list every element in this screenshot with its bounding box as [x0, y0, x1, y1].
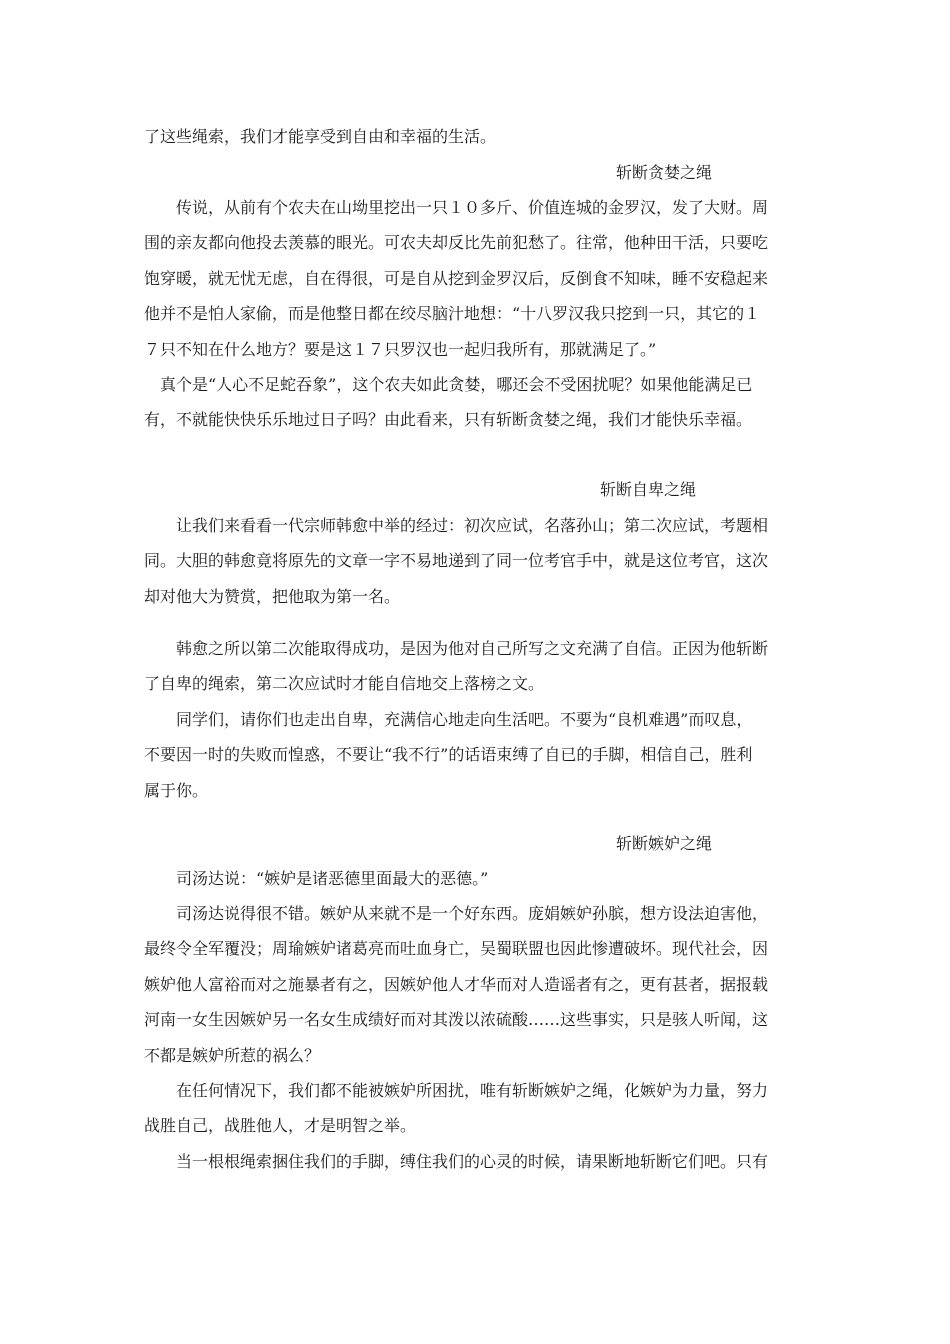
paragraph-line: 韩愈之所以第二次能取得成功，是因为他对自己所写之文充满了自信。正因为他斩断 [176, 639, 769, 658]
paragraph-line: 同。大胆的韩愈竟将原先的文章一字不易地递到了同一位考官手中，就是这位考官，这次 [144, 551, 769, 571]
paragraph-line: 有，不就能快快乐乐地过日子吗？由此看来，只有斩断贪婪之绳，我们才能快乐幸福。 [144, 410, 753, 430]
paragraph-line: 不要因一时的失败而惶惑，不要让“我不行”的话语束缚了自已的手脚，相信自己，胜利 [144, 745, 753, 765]
paragraph-line: 了这些绳索，我们才能享受到自由和幸福的生活。 [144, 127, 497, 146]
paragraph-line: 让我们来看看一代宗师韩愈中举的经过：初次应试，名落孙山；第二次应试，考题相 [176, 516, 769, 535]
paragraph-line: 当一根根绳索捆住我们的手脚，缚住我们的心灵的时候，请果断地斩断它们吧。只有 [176, 1152, 769, 1171]
paragraph-line: 最终令全军覆没；周瑜嫉妒诸葛亮而吐血身亡，吴蜀联盟也因此惨遭破坏。现代社会，因 [144, 939, 769, 959]
paragraph-greed-story [144, 190, 810, 367]
paragraph-line: 属于你。 [144, 780, 209, 800]
paragraph-line: 围的亲友都向他投去羡慕的眼光。可农夫却反比先前犯愁了。往常，他种田干活，只要吃 [144, 233, 769, 253]
paragraph-line: 却对他大为赞赏，把他取为第一名。 [144, 586, 401, 606]
paragraph-stendhal-quote [144, 861, 810, 896]
paragraph-jealousy-conclusion [144, 1073, 810, 1144]
paragraph-line: 真个是“人心不足蛇吞象”，这个农夫如此贪婪，哪还会不受困扰呢？如果他能满足已 [160, 375, 753, 394]
paragraph-line: 司汤达说：“嫉妒是诸恶德里面最大的恶德。” [176, 869, 489, 888]
paragraph-final [144, 1144, 810, 1179]
paragraph-line: 饱穿暖，就无忧无虑，自在得很，可是自从挖到金罗汉后，反倒食不知味，睡不安稳起来 [144, 268, 769, 288]
section-heading-greed: 斩断贪婪之绳 [616, 163, 713, 182]
paragraph-line: 不都是嫉妒所惹的祸么？ [144, 1045, 321, 1065]
paragraph-hanyu-story [144, 508, 810, 614]
paragraph-line: 嫉妒他人富裕而对之施暴者有之，因嫉妒他人才华而对人造谣者有之，更有甚者，据报载 [144, 974, 769, 994]
paragraph-encouragement [144, 702, 810, 808]
section-heading-inferiority: 斩断自卑之绳 [600, 480, 697, 499]
paragraph-line: 传说，从前有个农夫在山坳里挖出一只１０多斤、价值连城的金罗汉，发了大财。周 [176, 198, 769, 217]
paragraph-line: 司汤达说得很不错。嫉妒从来就不是一个好东西。庞娟嫉妒孙膑，想方设法迫害他， [176, 904, 769, 923]
paragraph-line: 在任何情况下，我们都不能被嫉妒所困扰，唯有斩断嫉妒之绳，化嫉妒为力量，努力 [176, 1081, 769, 1100]
paragraph-line: 战胜自己，战胜他人，才是明智之举。 [144, 1116, 417, 1136]
paragraph-jealousy-examples [144, 896, 810, 1073]
paragraph-line: 了自卑的绳索，第二次应试时才能自信地交上落榜之文。 [144, 674, 545, 694]
paragraph-line: 河南一女生因嫉妒另一名女生成绩好而对其泼以浓硫酸……这些事实，只是骇人听闻，这 [144, 1010, 769, 1030]
paragraph-line: ７只不知在什么地方？要是这１７只罗汉也一起归我所有，那就满足了。” [144, 339, 657, 359]
paragraph-line: 同学们，请你们也走出自卑，充满信心地走向生活吧。不要为“良机难遇”而叹息， [176, 710, 753, 729]
paragraph-hanyu-success [144, 631, 810, 702]
section-heading-jealousy: 斩断嫉妒之绳 [616, 834, 713, 853]
paragraph-greed-conclusion [144, 367, 826, 438]
paragraph-line: 他并不是怕人家偷，而是他整日都在绞尽脑汁地想：“十八罗汉我只挖到一只，其它的１ [144, 304, 761, 324]
